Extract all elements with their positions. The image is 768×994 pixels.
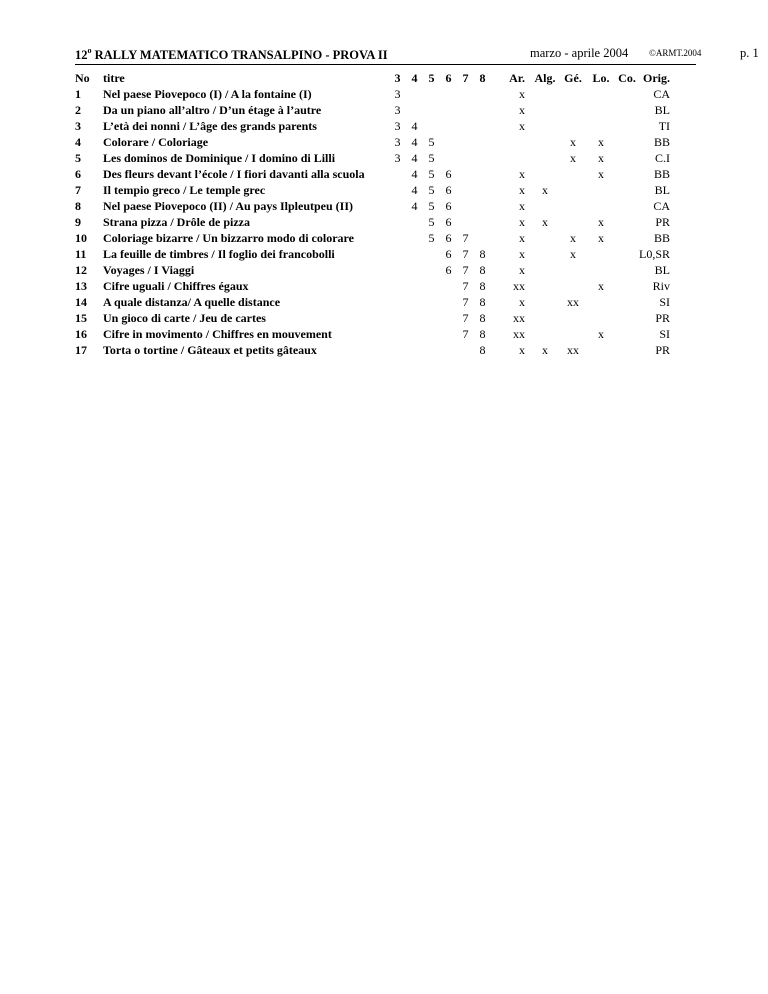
cell-no: 11: [75, 247, 87, 261]
cell-level-5: 5: [428, 135, 435, 149]
cell-logic: [587, 342, 615, 358]
cell-geometry: [559, 86, 587, 102]
cell-geometry: [559, 262, 587, 278]
cell-level-4: [406, 310, 423, 326]
cell-level-8: [474, 166, 491, 182]
cell-level-7: [457, 134, 474, 150]
cell-no: 7: [75, 183, 81, 197]
table-row: [75, 262, 670, 278]
table-row: [75, 326, 670, 342]
cell-title: Des fleurs devant l’école / I fiori davanti alla scuola: [103, 167, 365, 181]
col-header-combinatorics: Co.: [618, 71, 636, 85]
col-header-level-8: 8: [479, 71, 486, 85]
cell-title: L’età dei nonni / L’âge des grands parents: [103, 119, 317, 133]
cell-no: 10: [75, 231, 87, 245]
cell-level-5: [423, 86, 440, 102]
cell-level-6: 6: [445, 247, 452, 261]
cell-no: 15: [75, 311, 87, 325]
cell-no: 8: [75, 199, 81, 213]
page-number: p. 1: [740, 46, 759, 60]
cell-level-6: 6: [445, 183, 452, 197]
cell-level-8: 8: [479, 279, 486, 293]
cell-origin: BB: [654, 167, 671, 181]
cell-level-6: [440, 150, 457, 166]
cell-algebra: [531, 150, 559, 166]
cell-level-7: [457, 198, 474, 214]
cell-level-8: [474, 86, 491, 102]
cell-logic: x: [598, 135, 604, 149]
cell-title: Il tempio greco / Le temple grec: [103, 183, 266, 197]
cell-logic: [587, 118, 615, 134]
cell-level-6: [440, 86, 457, 102]
cell-origin: CA: [653, 199, 671, 213]
col-header-logic: Lo.: [592, 71, 610, 85]
cell-level-5: 5: [428, 151, 435, 165]
cell-title: Les dominos de Dominique / I domino di Lilli: [103, 151, 336, 165]
cell-level-8: 8: [479, 327, 486, 341]
cell-no: 6: [75, 167, 81, 181]
cell-level-7: [457, 86, 474, 102]
cell-origin: BL: [654, 103, 671, 117]
cell-logic: [587, 262, 615, 278]
cell-no: 1: [75, 87, 81, 101]
cell-geometry: [559, 278, 587, 294]
col-header-level-7: 7: [462, 71, 469, 85]
cell-level-4: 4: [411, 199, 418, 213]
cell-level-8: [474, 198, 491, 214]
cell-combinatorics: [615, 326, 639, 342]
cell-level-5: [423, 278, 440, 294]
cell-level-7: [457, 342, 474, 358]
cell-level-5: [423, 118, 440, 134]
col-header-no: No: [75, 71, 90, 85]
cell-combinatorics: [615, 166, 639, 182]
cell-arithmetic: x: [519, 263, 525, 277]
cell-level-5: [423, 246, 440, 262]
cell-geometry: [559, 326, 587, 342]
header-rule: [75, 64, 696, 65]
cell-geometry: x: [570, 231, 576, 245]
cell-arithmetic: x: [519, 119, 525, 133]
cell-level-4: 4: [411, 135, 418, 149]
cell-title: Da un piano all’altro / D’un étage à l’autre: [103, 103, 322, 117]
cell-combinatorics: [615, 134, 639, 150]
cell-level-4: [406, 342, 423, 358]
table-row: [75, 86, 670, 102]
cell-arithmetic: [491, 150, 531, 166]
cell-geometry: x: [570, 151, 576, 165]
cell-no: 5: [75, 151, 81, 165]
cell-arithmetic: xx: [513, 327, 525, 341]
cell-level-8: 8: [479, 311, 486, 325]
col-header-geometry: Gé.: [564, 71, 582, 85]
cell-level-6: 6: [445, 199, 452, 213]
cell-algebra: x: [542, 215, 548, 229]
cell-level-7: [457, 102, 474, 118]
cell-no: 4: [75, 135, 81, 149]
cell-level-5: [423, 102, 440, 118]
cell-title: Un gioco di carte / Jeu de cartes: [103, 311, 266, 325]
cell-logic: [587, 310, 615, 326]
cell-level-4: 4: [411, 167, 418, 181]
cell-algebra: [531, 246, 559, 262]
cell-level-6: 6: [445, 215, 452, 229]
cell-algebra: [531, 294, 559, 310]
cell-no: 13: [75, 279, 87, 293]
table-row: [75, 278, 670, 294]
cell-title: La feuille de timbres / Il foglio dei francobolli: [103, 247, 335, 261]
cell-geometry: [559, 310, 587, 326]
col-header-level-4: 4: [411, 71, 418, 85]
cell-title: A quale distanza/ A quelle distance: [103, 295, 281, 309]
cell-no: 14: [75, 295, 87, 309]
cell-level-3: [389, 294, 406, 310]
cell-level-7: [457, 182, 474, 198]
cell-algebra: [531, 86, 559, 102]
col-header-arithmetic: Ar.: [509, 71, 525, 85]
cell-level-3: 3: [394, 87, 401, 101]
cell-level-8: 8: [479, 247, 486, 261]
cell-title: Torta o tortine / Gâteaux et petits gâteaux: [103, 343, 317, 357]
cell-logic: x: [598, 215, 604, 229]
cell-level-5: 5: [428, 199, 435, 213]
cell-arithmetic: x: [519, 199, 525, 213]
cell-level-4: [406, 86, 423, 102]
cell-algebra: [531, 326, 559, 342]
cell-level-3: [389, 262, 406, 278]
cell-level-6: [440, 294, 457, 310]
date-range: marzo - aprile 2004: [530, 46, 629, 60]
cell-geometry: x: [570, 135, 576, 149]
cell-algebra: x: [542, 183, 548, 197]
cell-origin: BB: [654, 231, 671, 245]
cell-level-3: [389, 278, 406, 294]
cell-arithmetic: x: [519, 247, 525, 261]
cell-origin: SI: [659, 327, 671, 341]
cell-level-4: [406, 246, 423, 262]
table-row: [75, 294, 670, 310]
cell-level-3: [389, 182, 406, 198]
cell-logic: x: [598, 151, 604, 165]
cell-level-3: [389, 198, 406, 214]
cell-origin: PR: [655, 215, 671, 229]
table-row: [75, 102, 670, 118]
cell-level-8: 8: [479, 263, 486, 277]
table-header-row: [75, 70, 670, 86]
table-row: [75, 310, 670, 326]
cell-arithmetic: xx: [513, 311, 525, 325]
cell-level-8: [474, 134, 491, 150]
cell-logic: [587, 198, 615, 214]
cell-level-7: 7: [462, 279, 469, 293]
cell-algebra: [531, 198, 559, 214]
cell-level-4: [406, 278, 423, 294]
cell-geometry: [559, 166, 587, 182]
cell-level-8: [474, 118, 491, 134]
cell-level-5: [423, 294, 440, 310]
table-row: [75, 166, 670, 182]
cell-level-6: [440, 278, 457, 294]
cell-arithmetic: x: [519, 103, 525, 117]
cell-combinatorics: [615, 86, 639, 102]
cell-level-8: [474, 150, 491, 166]
cell-no: 3: [75, 119, 81, 133]
document-title: 12$^o$ RALLY MATEMATICO TRANSALPINO - PROVA II: [75, 46, 388, 62]
cell-combinatorics: [615, 246, 639, 262]
cell-combinatorics: [615, 294, 639, 310]
cell-level-8: [474, 214, 491, 230]
cell-level-4: 4: [411, 183, 418, 197]
col-header-title: titre: [103, 71, 125, 85]
cell-level-5: 5: [428, 167, 435, 181]
cell-algebra: [531, 118, 559, 134]
cell-combinatorics: [615, 198, 639, 214]
cell-arithmetic: [491, 134, 531, 150]
cell-combinatorics: [615, 230, 639, 246]
cell-level-7: 7: [462, 295, 469, 309]
cell-level-3: 3: [394, 135, 401, 149]
cell-title: Voyages / I Viaggi: [103, 263, 195, 277]
cell-logic: x: [598, 231, 604, 245]
cell-combinatorics: [615, 262, 639, 278]
cell-no: 9: [75, 215, 81, 229]
cell-level-6: 6: [445, 231, 452, 245]
table-row: [75, 230, 670, 246]
cell-level-7: [457, 118, 474, 134]
cell-logic: [587, 86, 615, 102]
cell-level-6: [440, 134, 457, 150]
cell-algebra: [531, 262, 559, 278]
cell-combinatorics: [615, 118, 639, 134]
cell-level-6: 6: [445, 263, 452, 277]
table-body: [75, 86, 670, 358]
cell-level-5: 5: [428, 231, 435, 245]
cell-algebra: [531, 230, 559, 246]
col-header-algebra: Alg.: [534, 71, 556, 85]
table-row: [75, 118, 670, 134]
cell-level-4: 4: [411, 151, 418, 165]
cell-level-5: 5: [428, 183, 435, 197]
cell-level-7: 7: [462, 263, 469, 277]
cell-level-6: [440, 310, 457, 326]
cell-level-3: [389, 246, 406, 262]
cell-level-3: [389, 166, 406, 182]
cell-origin: PR: [655, 343, 671, 357]
cell-title: Cifre uguali / Chiffres égaux: [103, 279, 249, 293]
cell-level-3: 3: [394, 103, 401, 117]
cell-title: Colorare / Coloriage: [103, 135, 209, 149]
cell-arithmetic: xx: [513, 279, 525, 293]
cell-level-7: [457, 150, 474, 166]
cell-combinatorics: [615, 150, 639, 166]
cell-combinatorics: [615, 182, 639, 198]
table-row: [75, 214, 670, 230]
cell-origin: CA: [653, 87, 671, 101]
cell-combinatorics: [615, 214, 639, 230]
cell-arithmetic: x: [519, 343, 525, 357]
table-row: [75, 134, 670, 150]
cell-geometry: [559, 102, 587, 118]
cell-geometry: [559, 214, 587, 230]
table-row: [75, 342, 670, 358]
cell-title: Cifre in movimento / Chiffres en mouvement: [103, 327, 332, 341]
cell-arithmetic: x: [519, 87, 525, 101]
cell-level-7: [457, 166, 474, 182]
cell-geometry: xx: [567, 343, 579, 357]
cell-no: 12: [75, 263, 87, 277]
cell-logic: x: [598, 279, 604, 293]
cell-combinatorics: [615, 342, 639, 358]
col-header-level-5: 5: [428, 71, 435, 85]
cell-arithmetic: x: [519, 215, 525, 229]
cell-title: Nel paese Piovepoco (II) / Au pays Ilpleutpeu (II): [103, 199, 354, 213]
cell-level-4: [406, 102, 423, 118]
cell-level-5: [423, 326, 440, 342]
cell-title: Coloriage bizarre / Un bizzarro modo di colorare: [103, 231, 354, 245]
table-row: [75, 150, 670, 166]
cell-level-6: [440, 342, 457, 358]
page-header: [75, 44, 759, 64]
cell-no: 2: [75, 103, 81, 117]
cell-combinatorics: [615, 310, 639, 326]
cell-origin: L0,SR: [639, 247, 671, 261]
cell-level-3: [389, 342, 406, 358]
cell-algebra: [531, 310, 559, 326]
cell-origin: BL: [654, 183, 671, 197]
cell-logic: [587, 182, 615, 198]
cell-level-6: 6: [445, 167, 452, 181]
cell-level-4: 4: [411, 119, 418, 133]
cell-level-3: [389, 214, 406, 230]
cell-level-4: [406, 214, 423, 230]
cell-origin: PR: [655, 311, 671, 325]
cell-origin: SI: [659, 295, 671, 309]
problems-table: [75, 70, 670, 358]
cell-no: 16: [75, 327, 87, 341]
cell-geometry: [559, 118, 587, 134]
cell-level-3: [389, 310, 406, 326]
cell-logic: x: [598, 167, 604, 181]
cell-level-7: 7: [462, 247, 469, 261]
cell-geometry: x: [570, 247, 576, 261]
cell-level-3: 3: [394, 119, 401, 133]
cell-origin: BL: [654, 263, 671, 277]
cell-logic: x: [598, 327, 604, 341]
cell-level-4: [406, 262, 423, 278]
cell-level-6: [440, 118, 457, 134]
cell-combinatorics: [615, 102, 639, 118]
cell-logic: [587, 294, 615, 310]
cell-level-8: [474, 182, 491, 198]
cell-level-5: [423, 342, 440, 358]
col-header-level-3: 3: [394, 71, 401, 85]
cell-level-8: [474, 230, 491, 246]
cell-level-6: [440, 326, 457, 342]
cell-level-8: 8: [479, 343, 486, 357]
cell-logic: [587, 102, 615, 118]
cell-level-5: [423, 262, 440, 278]
cell-level-5: 5: [428, 215, 435, 229]
cell-arithmetic: x: [519, 231, 525, 245]
cell-algebra: [531, 102, 559, 118]
col-header-level-6: 6: [445, 71, 452, 85]
table-row: [75, 198, 670, 214]
cell-algebra: x: [542, 343, 548, 357]
cell-title: Strana pizza / Drôle de pizza: [103, 215, 250, 229]
cell-level-8: 8: [479, 295, 486, 309]
cell-level-6: [440, 102, 457, 118]
cell-level-4: [406, 230, 423, 246]
col-header-origin: Orig.: [643, 71, 671, 85]
cell-origin: Riv: [652, 279, 671, 293]
copyright: ©ARMT.2004: [649, 48, 702, 58]
cell-geometry: xx: [567, 295, 579, 309]
cell-level-7: 7: [462, 231, 469, 245]
cell-no: 17: [75, 343, 87, 357]
cell-level-4: [406, 326, 423, 342]
cell-algebra: [531, 134, 559, 150]
cell-geometry: [559, 182, 587, 198]
cell-origin: C.I: [655, 151, 671, 165]
cell-origin: TI: [658, 119, 671, 133]
cell-geometry: [559, 198, 587, 214]
cell-title: Nel paese Piovepoco (I) / A la fontaine (I): [103, 87, 312, 101]
cell-arithmetic: x: [519, 295, 525, 309]
cell-origin: BB: [654, 135, 671, 149]
cell-level-7: 7: [462, 311, 469, 325]
table-row: [75, 182, 670, 198]
cell-level-4: [406, 294, 423, 310]
cell-level-5: [423, 310, 440, 326]
table-row: [75, 246, 670, 262]
cell-level-8: [474, 102, 491, 118]
cell-combinatorics: [615, 278, 639, 294]
cell-level-7: 7: [462, 327, 469, 341]
cell-level-3: 3: [394, 151, 401, 165]
cell-level-3: [389, 230, 406, 246]
cell-arithmetic: x: [519, 167, 525, 181]
cell-level-3: [389, 326, 406, 342]
cell-logic: [587, 246, 615, 262]
cell-arithmetic: x: [519, 183, 525, 197]
cell-algebra: [531, 278, 559, 294]
cell-algebra: [531, 166, 559, 182]
cell-level-7: [457, 214, 474, 230]
